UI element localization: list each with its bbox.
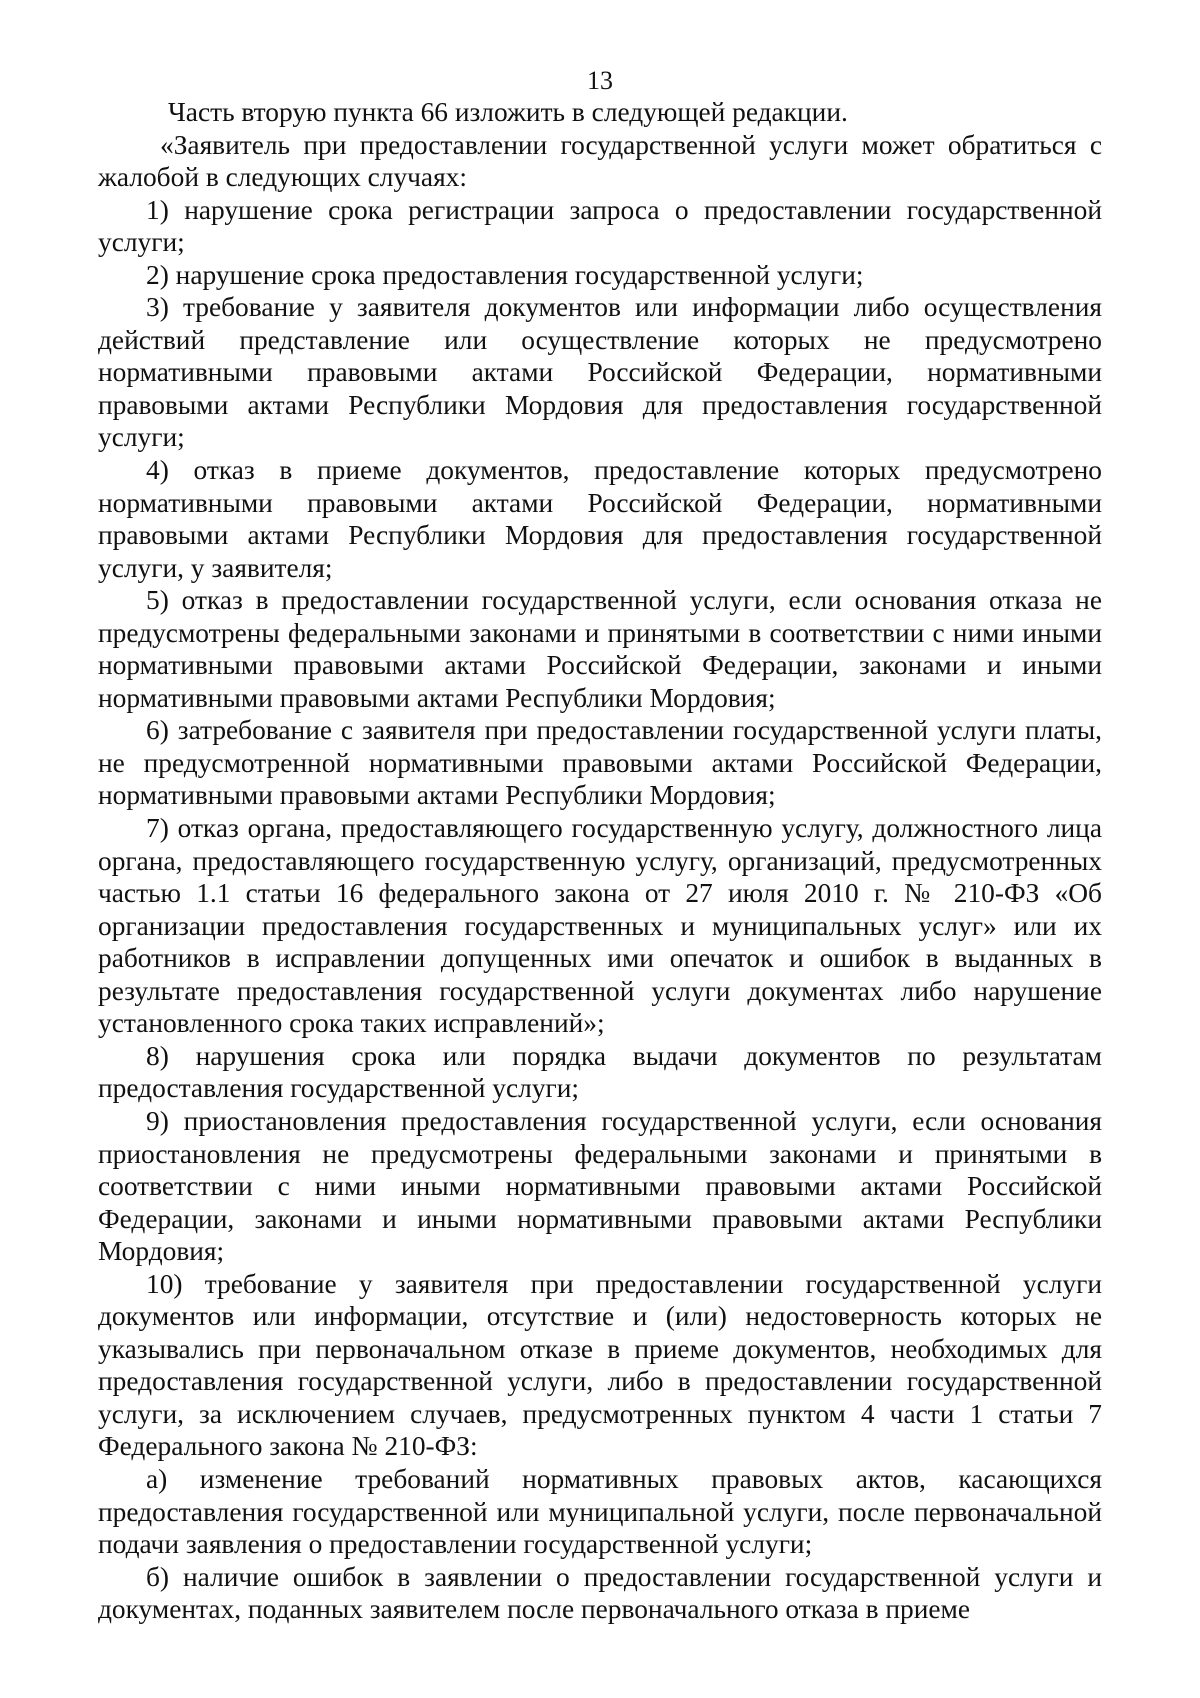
list-item: 6) затребование с заявителя при предоставлении государственной услуги платы, не предусмотренной нормативными правовыми актами Российской Федерации, нормативными правовыми актами Республики Мордовия;: [98, 715, 1102, 811]
list-item: 7) отказ органа, предоставляющего государственную услугу, должностного лица органа, предоставляющего государственную услугу, организаций, предусмотренных частью 1.1 статьи 16 федерального закона от 27 июля 2010 г. № 210-ФЗ «Об организации предоставления государственных и муниципальных услуг» или их работников в исправлении допущенных ими опечаток и ошибок в выданных в результате предоставления государственной услуги документах либо нарушение установленного срока таких исправлений»;: [98, 813, 1102, 1039]
list-item: 10) требование у заявителя при предоставлении государственной услуги документов или информации, отсутствие и (или) недостоверность которых не указывались при первоначальном отказе в приеме документов, необходимых для предоставления государственной услуги, либо в предоставлении государственной услуги, за исключением случаев, предусмотренных пунктом 4 части 1 статьи 7 Федерального закона № 210-ФЗ:: [98, 1268, 1102, 1462]
lead-paragraph: «Заявитель при предоставлении государственной услуги может обратиться с жалобой в следующих случаях:: [98, 129, 1102, 193]
intro-paragraph: Часть вторую пункта 66 изложить в следующей редакции.: [168, 97, 848, 127]
page-number: 13: [587, 66, 613, 95]
list-item: 8) нарушения срока или порядка выдачи документов по результатам предоставления государственной услуги;: [98, 1040, 1102, 1104]
list-item: 4) отказ в приеме документов, предоставление которых предусмотрено нормативными правовыми актами Российской Федерации, нормативными правовыми актами Республики Мордовия для предоставления государственной услуги, у заявителя;: [98, 455, 1102, 583]
document-body: [98, 96, 1102, 1626]
list-item: б) наличие ошибок в заявлении о предоставлении государственной услуги и документах, поданных заявителем после первоначального отказа в приеме: [98, 1561, 1102, 1625]
list-item: 9) приостановления предоставления государственной услуги, если основания приостановления не предусмотрены федеральными законами и принятыми в соответствии с ними иными нормативными правовыми актами Российской Федерации, законами и иными нормативными правовыми актами Республики Мордовия;: [98, 1105, 1102, 1267]
list-item: а) изменение требований нормативных правовых актов, касающихся предоставления государственной или муниципальной услуги, после первоначальной подачи заявления о предоставлении государственной услуги;: [98, 1463, 1102, 1560]
list-item: 5) отказ в предоставлении государственной услуги, если основания отказа не предусмотрены федеральными законами и принятыми в соответствии с ними иными нормативными правовыми актами Российской Федерации, законами и иными нормативными правовыми актами Республики Мордовия;: [98, 585, 1102, 713]
list-item: 2) нарушение срока предоставления государственной услуги;: [146, 259, 864, 290]
list-item: 3) требование у заявителя документов или информации либо осуществления действий представление или осуществление которых не предусмотрено нормативными правовыми актами Российской Федерации, нормативными правовыми актами Республики Мордовия для предоставления государственной услуги;: [98, 292, 1102, 453]
list-item: 1) нарушение срока регистрации запроса о предоставлении государственной услуги;: [98, 194, 1102, 258]
